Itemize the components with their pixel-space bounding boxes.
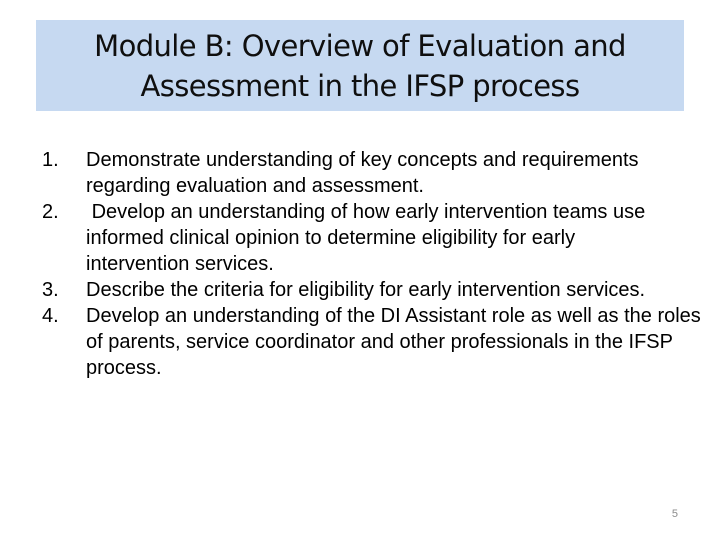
objective-text: Describe the criteria for eligibility for early intervention services. — [86, 279, 646, 301]
slide-title-line-1: Module B: Overview of Evaluation and — [94, 28, 626, 63]
title-banner — [36, 20, 684, 111]
objective-number: 1. — [42, 149, 59, 171]
objective-text: Demonstrate understanding of key concepts and requirements regarding evaluation and assessment. — [86, 149, 639, 197]
objective-text: Develop an understanding of the DI Assistant role as well as the roles of parents, service coordinator and other professionals in the IFSP process. — [86, 305, 701, 379]
objectives-list — [42, 147, 701, 381]
slide-number: 5 — [671, 508, 678, 520]
slide-title-line-2: Assessment in the IFSP process — [140, 68, 580, 103]
slide-title — [94, 26, 626, 106]
objective-item — [42, 199, 674, 277]
objective-number: 3. — [42, 279, 59, 301]
objective-item — [42, 303, 706, 381]
objective-item — [42, 277, 686, 303]
objective-number: 4. — [42, 305, 59, 327]
objective-item — [42, 147, 658, 199]
objective-text: Develop an understanding of how early intervention teams use informed clinical opinion to determine eligibility for early intervention services. — [86, 201, 651, 275]
objective-number: 2. — [42, 201, 59, 223]
